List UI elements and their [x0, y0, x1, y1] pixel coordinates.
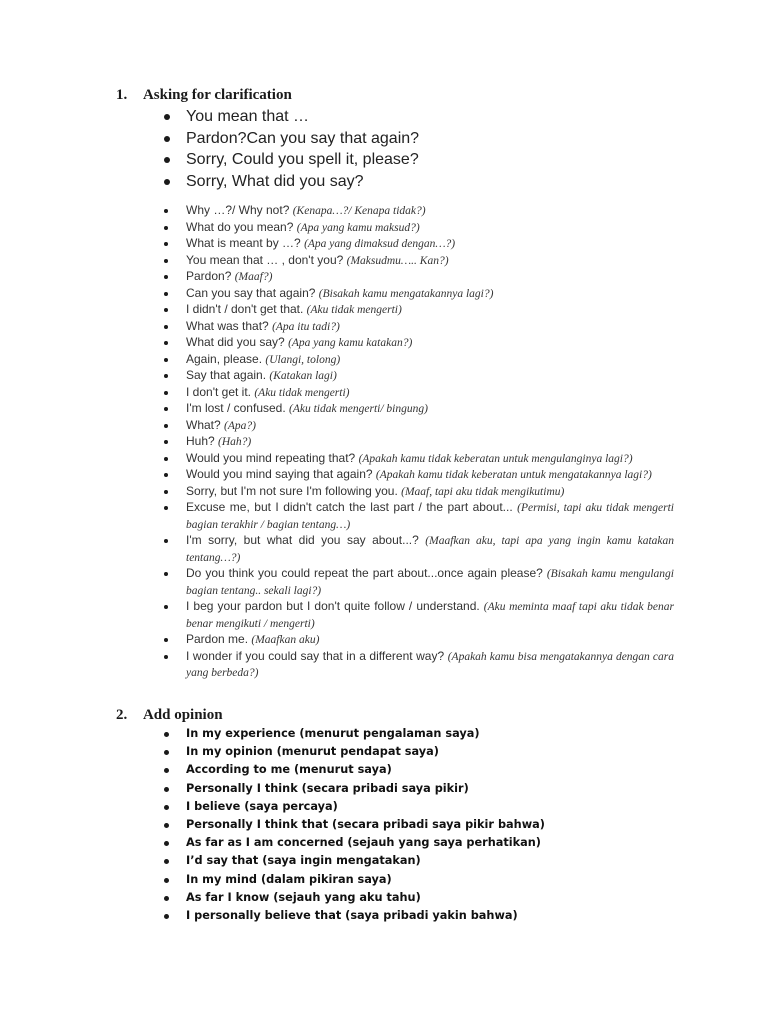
- list-item: I believe (saya percaya): [186, 798, 666, 816]
- phrase-english: Again, please.: [186, 351, 263, 366]
- phrase-english: What?: [186, 417, 221, 432]
- phrase-translation: (Hah?): [218, 436, 252, 448]
- list-item: [186, 302, 674, 319]
- phrase-english: Would you mind saying that again?: [186, 467, 373, 481]
- list-item: [186, 649, 674, 682]
- phrase-english: I beg your pardon but I don't quite follow / understand.: [186, 599, 480, 613]
- list-item: [186, 335, 674, 352]
- list-item: [186, 566, 674, 599]
- phrase-english: Say that again.: [186, 368, 267, 382]
- phrase-translation: (Apa?): [224, 419, 256, 432]
- list-item: [186, 385, 674, 402]
- list-item: [186, 352, 674, 369]
- phrase-english: Pardon me.: [186, 632, 249, 646]
- list-item: [186, 451, 674, 468]
- phrase-translation: (Aku tidak mengerti): [306, 304, 402, 316]
- phrase-translation: (Maaf?): [234, 271, 273, 283]
- list-item: [186, 368, 674, 385]
- phrase-english: I wonder if you could say that in a different way?: [186, 648, 445, 663]
- phrase-translation: (Apakah kamu bisa mengatakannya dengan cara yang berbeda?): [186, 650, 674, 679]
- list-item: Sorry, What did you say?: [186, 171, 686, 193]
- phrase-translation: (Aku meminta maaf tapi aku tidak benar benar mengikuti / mengerti): [186, 601, 674, 630]
- list-item: [186, 533, 674, 566]
- list-item: [186, 632, 674, 649]
- list-item: As far I know (sejauh yang aku tahu): [186, 889, 666, 907]
- phrase-translation: (Katakan lagi): [269, 370, 337, 382]
- list-item: As far as I am concerned (sejauh yang saya perhatikan): [186, 834, 666, 852]
- phrase-translation: (Ulangi, tolong): [265, 353, 341, 366]
- phrase-translation: (Apakah kamu tidak keberatan untuk mengatakannya lagi?): [375, 469, 652, 481]
- list-item: [186, 203, 674, 220]
- list-item: You mean that …: [186, 106, 686, 128]
- list-item: [186, 220, 674, 237]
- phrase-translation: (Maaf, tapi aku tidak mengikutimu): [401, 485, 565, 498]
- phrase-english: I'm lost / confused.: [186, 401, 286, 415]
- opinion-phrases-list: [186, 725, 666, 925]
- phrase-translation: (Maafkan aku): [251, 634, 320, 646]
- list-item: [186, 401, 674, 418]
- phrase-english: What is meant by …?: [186, 236, 301, 250]
- phrase-english: I didn't / don't get that.: [186, 302, 304, 316]
- phrase-translation: (Aku tidak mengerti/ bingung): [289, 403, 428, 415]
- section-number: 2.: [116, 707, 128, 723]
- list-item: [186, 286, 674, 303]
- list-item: Pardon?Can you say that again?: [186, 128, 686, 150]
- phrase-english: Excuse me, but I didn't catch the last part / the part about...: [186, 500, 513, 514]
- phrase-translation: (Apa yang dimaksud dengan…?): [304, 238, 456, 250]
- phrase-translation: (Maafkan aku, tapi apa yang ingin kamu katakan tentang…?): [186, 535, 674, 564]
- phrase-english: You mean that … , don't you?: [186, 252, 344, 267]
- list-item: According to me (menurut saya): [186, 761, 666, 779]
- phrase-english: Can you say that again?: [186, 285, 316, 300]
- phrase-english: What was that?: [186, 318, 269, 333]
- list-item: [186, 236, 674, 253]
- phrase-english: Do you think you could repeat the part about...once again please?: [186, 566, 543, 580]
- list-item: [186, 467, 674, 484]
- phrase-translation: (Maksudmu….. Kan?): [346, 254, 449, 267]
- list-item: [186, 599, 674, 632]
- list-item: Sorry, Could you spell it, please?: [186, 149, 686, 171]
- list-item: Personally I think that (secara pribadi saya pikir bahwa): [186, 816, 666, 834]
- phrase-english: Why …?/ Why not?: [186, 203, 290, 217]
- list-item: In my opinion (menurut pendapat saya): [186, 743, 666, 761]
- phrase-translation: (Bisakah kamu mengulangi bagian tentang.. sekali lagi?): [186, 568, 674, 597]
- phrase-translation: (Permisi, tapi aku tidak mengerti bagian terakhir / bagian tentang…): [186, 502, 674, 531]
- section-title: Asking for clarification: [142, 87, 292, 103]
- clarification-phrases-list: [186, 203, 674, 682]
- list-item: [186, 434, 674, 451]
- section-number: 1.: [116, 87, 128, 103]
- phrase-translation: (Apa itu tadi?): [272, 320, 340, 333]
- list-item: I’d say that (saya ingin mengatakan): [186, 852, 666, 870]
- list-item: [186, 500, 674, 533]
- phrase-english: What did you say?: [186, 335, 285, 349]
- list-item: Personally I think (secara pribadi saya pikir): [186, 780, 666, 798]
- phrase-translation: (Bisakah kamu mengatakannya lagi?): [318, 287, 494, 300]
- phrase-translation: (Apa yang kamu maksud?): [296, 221, 420, 234]
- list-item: I personally believe that (saya pribadi yakin bahwa): [186, 907, 666, 925]
- list-item: [186, 484, 674, 501]
- phrase-translation: (Aku tidak mengerti): [254, 386, 350, 399]
- phrase-english: Sorry, but I'm not sure I'm following you.: [186, 483, 398, 498]
- section-title: Add opinion: [142, 707, 223, 723]
- phrase-translation: (Apa yang kamu katakan?): [288, 337, 413, 349]
- list-item: In my experience (menurut pengalaman saya): [186, 725, 666, 743]
- list-item: [186, 418, 674, 435]
- phrase-translation: (Apakah kamu tidak keberatan untuk mengulanginya lagi?): [358, 452, 633, 465]
- phrase-english: Huh?: [186, 434, 215, 448]
- list-item: In my mind (dalam pikiran saya): [186, 871, 666, 889]
- phrase-english: I don't get it.: [186, 384, 251, 399]
- phrase-english: Pardon?: [186, 269, 232, 283]
- clarification-key-phrases-list: [186, 106, 686, 193]
- list-item: [186, 319, 674, 336]
- list-item: [186, 269, 674, 286]
- phrase-english: I'm sorry, but what did you say about...?: [186, 533, 419, 547]
- section-heading-opinion: [116, 707, 223, 724]
- section-heading-clarification: [116, 87, 292, 104]
- phrase-english: What do you mean?: [186, 219, 294, 234]
- list-item: [186, 253, 674, 270]
- phrase-english: Would you mind repeating that?: [186, 450, 356, 465]
- phrase-translation: (Kenapa…?/ Kenapa tidak?): [292, 205, 426, 217]
